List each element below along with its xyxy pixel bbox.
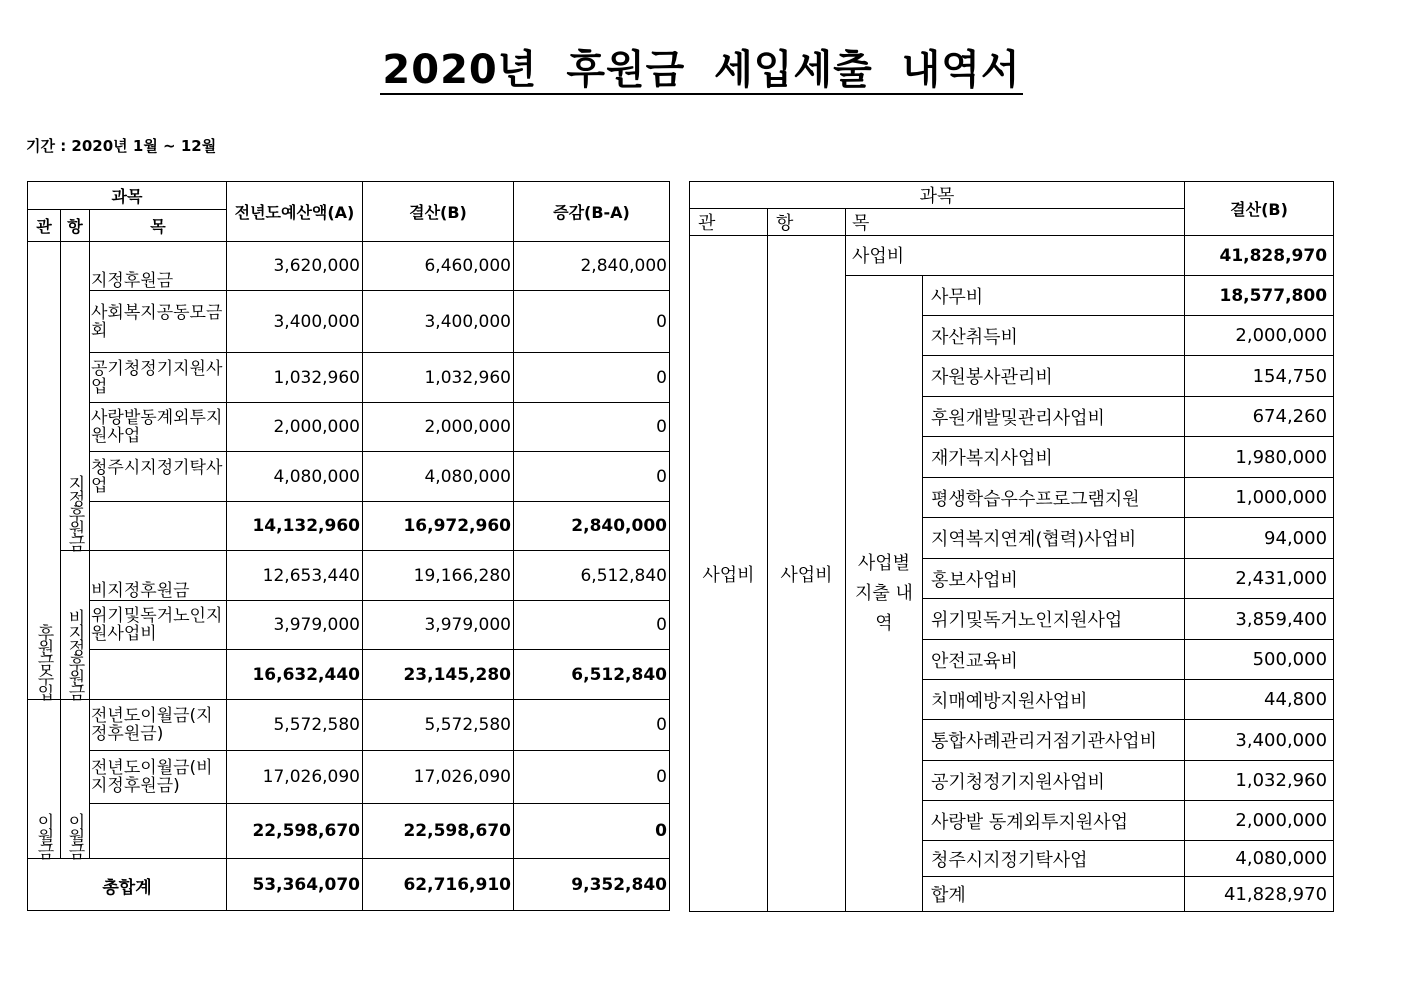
settle-value: 19,166,280 (363, 551, 514, 601)
gwan-carry: 이월금 (33, 813, 54, 858)
subtotal-settle: 23,145,280 (363, 650, 514, 700)
settle-value: 4,080,000 (363, 452, 514, 502)
income-table (27, 181, 670, 911)
prev-budget-header: 전년도예산액(A) (227, 182, 363, 242)
subtotal-prev: 14,132,960 (227, 502, 363, 551)
settle-value: 5,572,580 (363, 700, 514, 751)
hang-carry-cell (61, 700, 90, 859)
grand-total-diff: 9,352,840 (514, 859, 670, 911)
mok-label: 지정후원금 (90, 242, 227, 291)
mok-label: 전년도이월금(지정후원금) (90, 700, 227, 751)
mok-label: 비지정후원금 (90, 551, 227, 601)
diff-value: 0 (514, 291, 670, 353)
expense-value: 500,000 (1185, 640, 1334, 680)
grand-total-label: 총합계 (28, 859, 227, 911)
expense-label: 위기및독거노인지원사업 (923, 599, 1185, 640)
expense-label: 안전교육비 (923, 640, 1185, 680)
expense-value: 1,000,000 (1185, 478, 1334, 518)
mok-label: 공기청정기지원사업 (90, 353, 227, 403)
settle-value: 3,979,000 (363, 601, 514, 650)
settlement-header: 결산(B) (1185, 182, 1334, 236)
prev-value: 2,000,000 (227, 403, 363, 452)
subtotal-diff: 2,840,000 (514, 502, 670, 551)
hang-header: 항 (768, 209, 846, 236)
hang-designated: 지정후원금 (64, 475, 85, 550)
prev-value: 4,080,000 (227, 452, 363, 502)
diff-value: 0 (514, 601, 670, 650)
expense-label: 지역복지연계(협력)사업비 (923, 518, 1185, 559)
expense-label: 자원봉사관리비 (923, 356, 1185, 397)
hang-designated-cell (61, 242, 90, 551)
hang-business: 사업비 (768, 236, 846, 912)
prev-value: 12,653,440 (227, 551, 363, 601)
expense-label: 자산취득비 (923, 316, 1185, 356)
expense-value: 2,000,000 (1185, 316, 1334, 356)
hang-nondesignated: 비지정후원금 (64, 609, 85, 699)
subtotal-prev: 22,598,670 (227, 804, 363, 859)
difference-header: 증감(B-A) (514, 182, 670, 242)
gwan-income: 후원금수입 (33, 624, 54, 699)
mok-label (90, 804, 227, 859)
expense-value: 3,859,400 (1185, 599, 1334, 640)
expense-value: 44,800 (1185, 680, 1334, 720)
mok-header: 목 (90, 210, 227, 242)
expense-value: 1,980,000 (1185, 437, 1334, 478)
hang-nondesignated-cell (61, 551, 90, 700)
expense-value: 2,431,000 (1185, 559, 1334, 599)
page-title: 2020년 후원금 세입세출 내역서 (382, 47, 1021, 93)
prev-value: 1,032,960 (227, 353, 363, 403)
prev-value: 3,979,000 (227, 601, 363, 650)
expense-value: 674,260 (1185, 397, 1334, 437)
gwan-header: 관 (690, 209, 768, 236)
hang-header: 항 (61, 210, 90, 242)
prev-value: 5,572,580 (227, 700, 363, 751)
expense-group: 사업별 지출 내역 (846, 276, 923, 912)
subtotal-prev: 16,632,440 (227, 650, 363, 700)
settlement-header: 결산(B) (363, 182, 514, 242)
diff-value: 0 (514, 403, 670, 452)
diff-value: 0 (514, 353, 670, 403)
subtotal-settle: 16,972,960 (363, 502, 514, 551)
gwan-header: 관 (28, 210, 61, 242)
mok-label (90, 502, 227, 551)
settle-value: 17,026,090 (363, 751, 514, 804)
mok-label (90, 650, 227, 700)
expense-total-value: 41,828,970 (1185, 877, 1334, 912)
prev-value: 3,620,000 (227, 242, 363, 291)
settle-value: 2,000,000 (363, 403, 514, 452)
mok-label: 사랑밭동계외투지원사업 (90, 403, 227, 452)
grand-total-settle: 62,716,910 (363, 859, 514, 911)
subtotal-settle: 22,598,670 (363, 804, 514, 859)
expense-label: 재가복지사업비 (923, 437, 1185, 478)
expense-label: 홍보사업비 (923, 559, 1185, 599)
expense-label: 사랑밭 동계외투지원사업 (923, 801, 1185, 841)
expense-label: 사무비 (923, 276, 1185, 316)
expense-value: 2,000,000 (1185, 801, 1334, 841)
period-label: 기간 : 2020년 1월 ~ 12월 (26, 137, 217, 155)
expense-label: 통합사례관리거점기관사업비 (923, 720, 1185, 761)
mok-label: 사회복지공동모금회 (90, 291, 227, 353)
settle-value: 6,460,000 (363, 242, 514, 291)
expense-label: 후원개발및관리사업비 (923, 397, 1185, 437)
diff-value: 2,840,000 (514, 242, 670, 291)
business-total-label: 사업비 (846, 236, 1185, 276)
expense-value: 94,000 (1185, 518, 1334, 559)
mok-label: 위기및독거노인지원사업비 (90, 601, 227, 650)
gwan-carry-cell (28, 700, 61, 859)
prev-value: 17,026,090 (227, 751, 363, 804)
expense-label: 공기청정기지원사업비 (923, 761, 1185, 801)
expense-label: 청주시지정기탁사업 (923, 841, 1185, 877)
grand-total-prev: 53,364,070 (227, 859, 363, 911)
diff-value: 0 (514, 452, 670, 502)
settle-value: 1,032,960 (363, 353, 514, 403)
expense-value: 1,032,960 (1185, 761, 1334, 801)
gwan-business: 사업비 (690, 236, 768, 912)
expense-value: 154,750 (1185, 356, 1334, 397)
expense-value: 18,577,800 (1185, 276, 1334, 316)
diff-value: 0 (514, 751, 670, 804)
subject-header: 과목 (28, 182, 227, 210)
expense-value: 3,400,000 (1185, 720, 1334, 761)
settle-value: 3,400,000 (363, 291, 514, 353)
mok-header: 목 (846, 209, 1185, 236)
diff-value: 0 (514, 700, 670, 751)
diff-value: 6,512,840 (514, 551, 670, 601)
gwan-income-cell (28, 242, 61, 700)
subtotal-diff: 0 (514, 804, 670, 859)
business-total-value: 41,828,970 (1185, 236, 1334, 276)
mok-label: 전년도이월금(비지정후원금) (90, 751, 227, 804)
subject-header: 과목 (690, 182, 1185, 209)
expense-label: 평생학습우수프로그램지원 (923, 478, 1185, 518)
expense-table (689, 181, 1334, 912)
expense-total-label: 합계 (923, 877, 1185, 912)
subtotal-diff: 6,512,840 (514, 650, 670, 700)
mok-label: 청주시지정기탁사업 (90, 452, 227, 502)
expense-label: 치매예방지원사업비 (923, 680, 1185, 720)
prev-value: 3,400,000 (227, 291, 363, 353)
hang-carry: 이월금 (64, 813, 85, 858)
expense-value: 4,080,000 (1185, 841, 1334, 877)
